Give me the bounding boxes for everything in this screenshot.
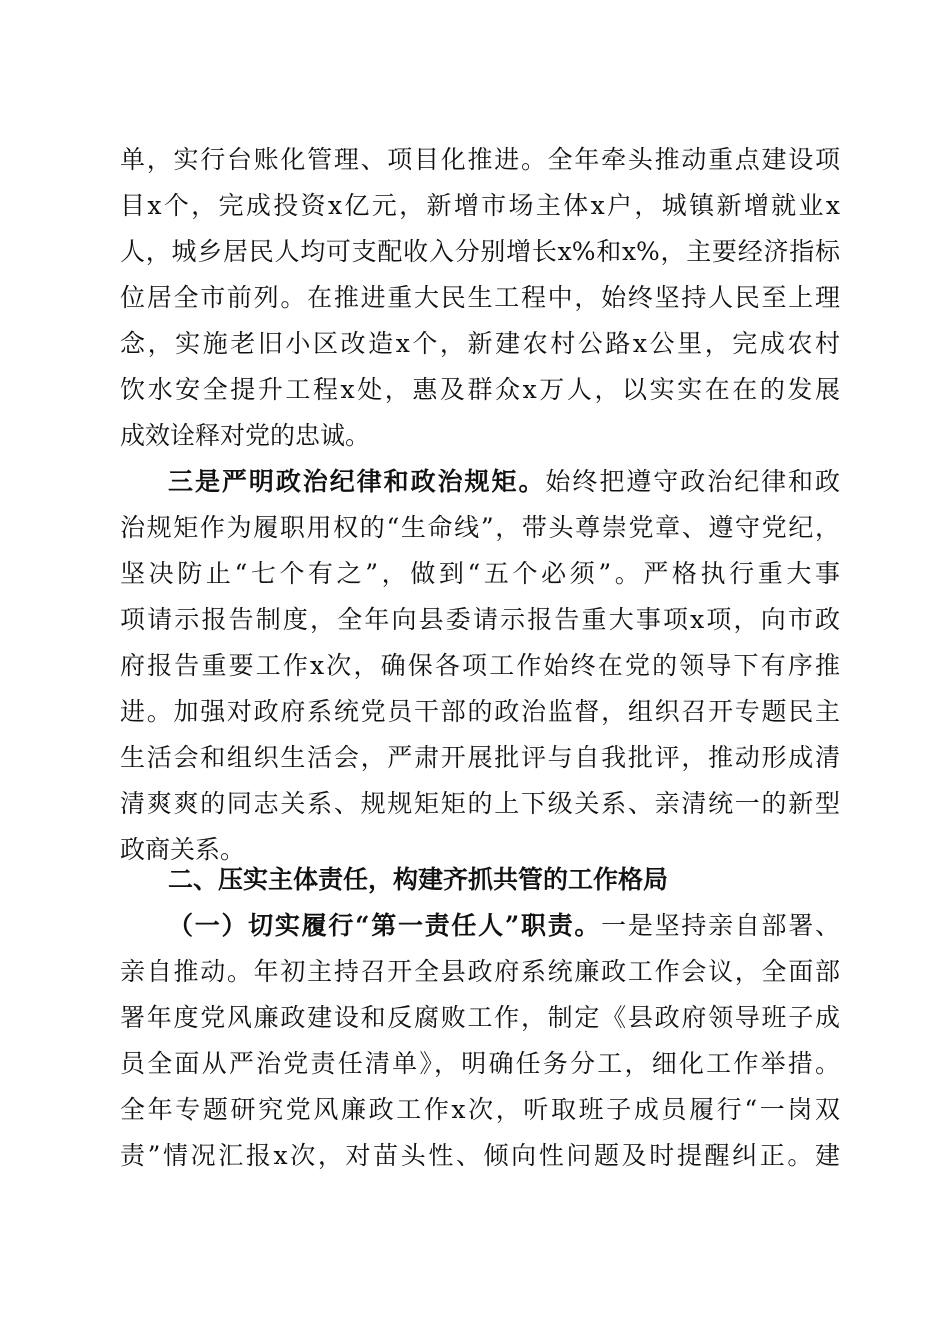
emphasis-lead: 三是严明政治纪律和政治规矩。 [168, 467, 546, 496]
section-heading: 二、压实主体责任，构建齐抓共管的工作格局 [168, 865, 669, 894]
paragraph-line: 念，实施老旧小区改造x个，新建农村公路x公里，完成农村 [120, 329, 840, 358]
paragraph-text: 始终把遵守政治纪律和政 [545, 467, 840, 496]
paragraph-line: 人，城乡居民人均可支配收入分别增长x%和x%，主要经济指标 [120, 237, 840, 266]
paragraph-line: 单，实行台账化管理、项目化推进。全年牵头推动重点建设项 [120, 145, 840, 174]
paragraph-line [168, 459, 840, 505]
paragraph-line: 署年度党风廉政建设和反腐败工作，制定《县政府领导班子成 [120, 1003, 840, 1032]
subsection-lead: （一）切实履行“第一责任人”职责。 [168, 911, 602, 940]
paragraph-line: 政商关系。 [120, 835, 246, 864]
paragraph-line [168, 903, 840, 949]
paragraph-line: 员全面从严治党责任清单》，明确任务分工，细化工作举措。 [120, 1049, 840, 1078]
paragraph-line: 成效诠释对党的忠诚。 [120, 421, 371, 450]
paragraph-line: 全年专题研究党风廉政工作x次，听取班子成员履行“一岗双 [120, 1095, 840, 1124]
paragraph-line: 进。加强对政府系统党员干部的政治监督，组织召开专题民主 [120, 697, 840, 726]
paragraph-line: 项请示报告制度，全年向县委请示报告重大事项x项，向市政 [120, 605, 840, 634]
paragraph-line: 目x个，完成投资x亿元，新增市场主体x户，城镇新增就业x [120, 191, 840, 220]
paragraph-line: 饮水安全提升工程x处，惠及群众x万人，以实实在在的发展 [120, 375, 840, 404]
paragraph-line: 府报告重要工作x次，确保各项工作始终在党的领导下有序推 [120, 651, 840, 680]
paragraph-line: 生活会和组织生活会，严肃开展批评与自我批评，推动形成清 [120, 743, 840, 772]
paragraph-line: 治规矩作为履职用权的“生命线”，带头尊崇党章、遵守党纪， [120, 513, 840, 542]
paragraph-line: 坚决防止“七个有之”，做到“五个必须”。严格执行重大事 [120, 559, 840, 588]
paragraph-text: 一是坚持亲自部署、 [601, 911, 840, 940]
paragraph-line: 清爽爽的同志关系、规规矩矩的上下级关系、亲清统一的新型 [120, 789, 840, 818]
paragraph-line: 位居全市前列。在推进重大民生工程中，始终坚持人民至上理 [120, 283, 840, 312]
paragraph-line: 责”情况汇报x次，对苗头性、倾向性问题及时提醒纠正。建 [120, 1141, 840, 1170]
paragraph-line: 亲自推动。年初主持召开全县政府系统廉政工作会议，全面部 [120, 957, 840, 986]
